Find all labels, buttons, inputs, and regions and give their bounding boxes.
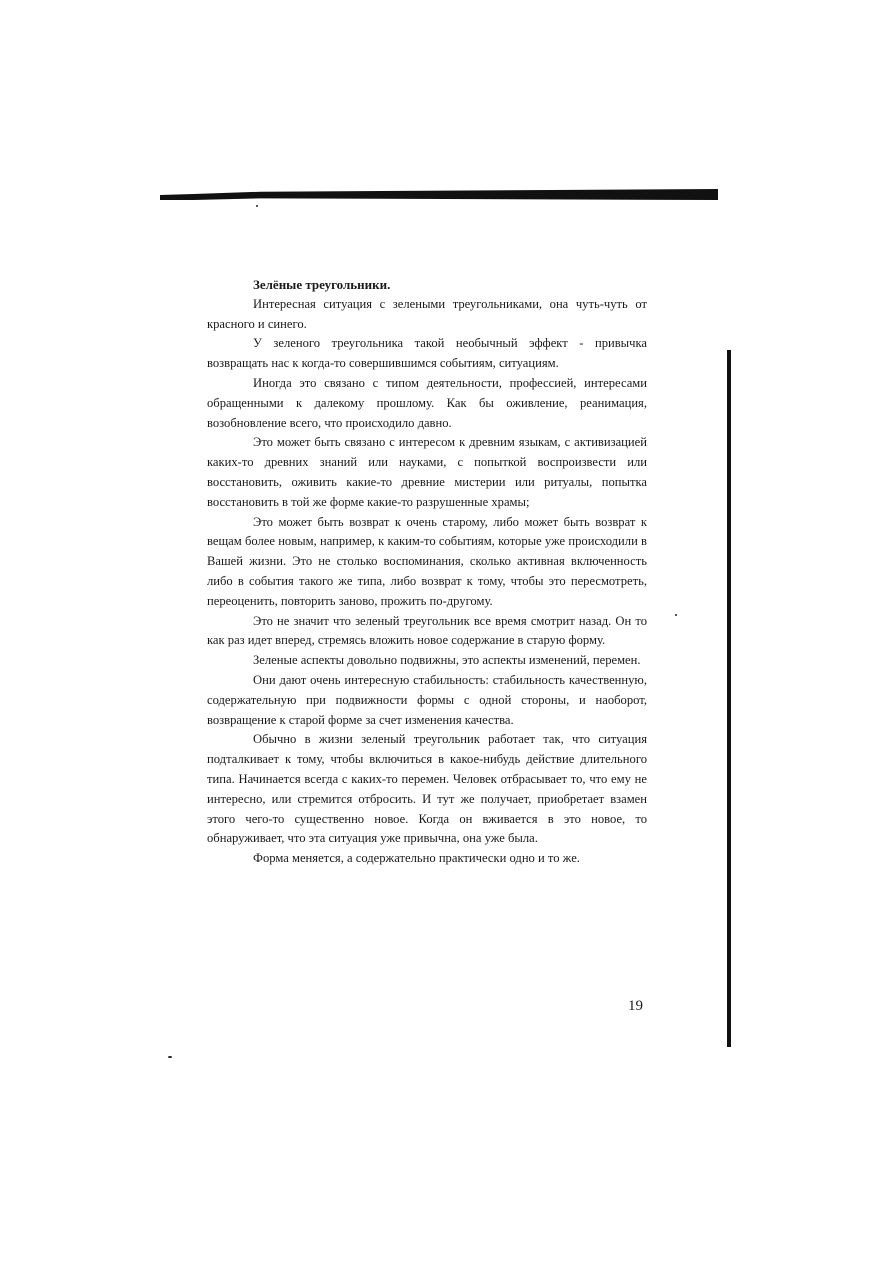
- paragraph: Форма меняется, а содержательно практически одно и то же.: [253, 851, 580, 866]
- scan-speck: [675, 614, 677, 616]
- page-number: 19: [628, 998, 643, 1014]
- paragraph: Зеленые аспекты довольно подвижны, это аспекты изменений, перемен.: [253, 653, 641, 668]
- paragraph: Они дают очень интересную стабильность: стабильность качественную, содержательную при подвижности формы с одной стороны, и наоборот, возвращение к старой форме за счет изменения качества.: [207, 672, 647, 727]
- paragraph: Интересная ситуация с зелеными треугольниками, она чуть-чуть от красного и синего.: [207, 296, 647, 331]
- paragraph: Это не значит что зеленый треугольник все время смотрит назад. Он то как раз идет вперед, стремясь вложить новое содержание в старую форму.: [207, 613, 647, 648]
- right-margin-rule: [727, 350, 731, 1047]
- paragraph: Это может быть возврат к очень старому, либо может быть возврат к вещам более новым, например, к каким-то событиям, которые уже происходили в Вашей жизни. Это не столько воспоминания, сколько активная включенность либо в события такого же типа, либо возврат к тому, чтобы это пересмотреть, переоценить, повторить заново, прожить по-другому.: [207, 514, 647, 608]
- paragraph: Иногда это связано с типом деятельности, профессией, интересами обращенными к далекому прошлому. Как бы оживление, реанимация, возобновление всего, что происходило давно.: [207, 375, 647, 430]
- scan-speck: [256, 205, 258, 207]
- paragraph: Обычно в жизни зеленый треугольник работает так, что ситуация подталкивает к тому, чтобы включиться в какое-нибудь действие длительного типа. Начинается всегда с каких-то перемен. Человек отбрасывает то, что ему не интересно, или стремится отбросить. И тут же получает, приобретает взамен этого чего-то существенно новое. Когда он вживается в это новое, то обнаруживает, что эта ситуация уже привычна, она уже была.: [207, 732, 647, 846]
- page-body: [207, 275, 647, 869]
- section-heading: Зелёные треугольники.: [253, 277, 391, 292]
- top-rule: [160, 189, 718, 200]
- paragraph: У зеленого треугольника такой необычный эффект - привычка возвращать нас к когда-то совершившимся событиям, ситуациям.: [207, 336, 647, 371]
- scan-speck: [168, 1056, 172, 1058]
- paragraph: Это может быть связано с интересом к древним языкам, с активизацией каких-то древних знаний или науками, с попыткой воспроизвести или восстановить, оживить какие-то древние мистерии или ритуалы, попытка восстановить в той же форме какие-то разрушенные храмы;: [207, 435, 647, 509]
